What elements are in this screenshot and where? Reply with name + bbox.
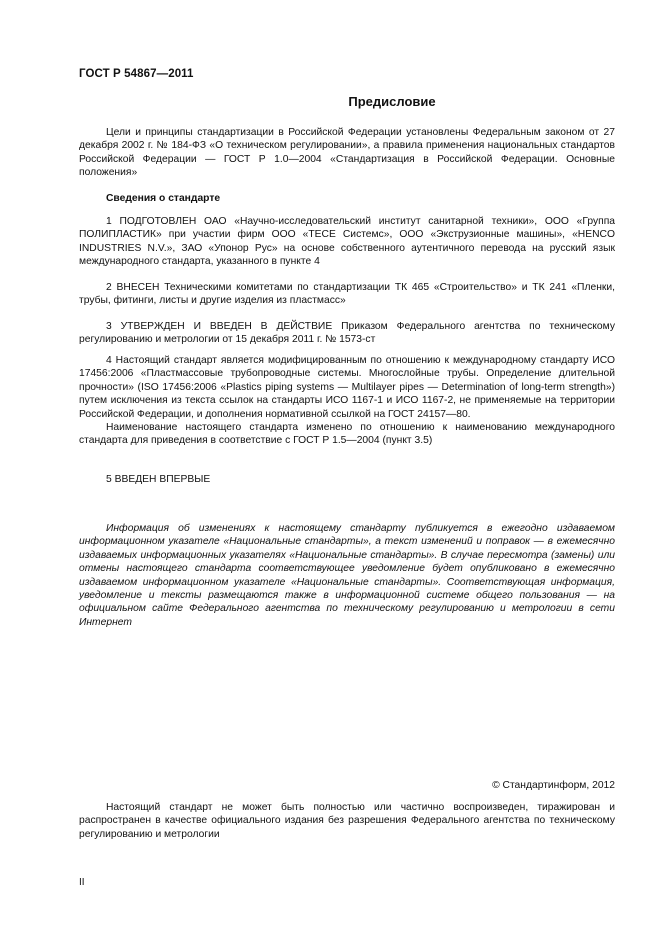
document-code-header: ГОСТ Р 54867—2011 — [79, 68, 194, 80]
intro-block — [79, 126, 615, 180]
copyright-block — [79, 779, 615, 792]
section-heading: Сведения о стандарте — [106, 193, 221, 204]
page-title: Предисловие — [348, 94, 436, 109]
intro-paragraph: Цели и принципы стандартизации в Российской Федерации установлены Федеральным законом от 27 декабря 2002 г. № 184-ФЗ «О техническом регулировании», а правила применения национальных стандартов Российской Федерации — ГОСТ Р 1.0—2004 «Стандартизация в Российской Федерации. Основные положения» — [79, 127, 615, 179]
item-5-block — [79, 473, 615, 486]
item-4-note: Наименование настоящего стандарта изменено по отношению к наименованию международного стандарта для приведения в соответствие с ГОСТ Р 1.5—2004 (пункт 3.5) — [79, 422, 615, 447]
page-number: II — [79, 877, 85, 888]
item-4-paragraph: 4 Настоящий стандарт является модифицированным по отношению к международному стандарту ИСО 17456:2006 «Пластмассовые трубопроводные системы. Многослойные трубы. Определение длительной прочности» (ISO 17456:2006 «Plastics piping systems — Multilayer pipes — Determination of long-term strength») путем исключения из текста ссылок на стандарты ИСО 1167-1 и ИСО 1167-2, не применяемые на территории Российской Федерации, и дополнения нормативной ссылкой на ГОСТ 24157—80. — [79, 355, 615, 420]
item-3-paragraph: 3 УТВЕРЖДЕН И ВВЕДЕН В ДЕЙСТВИЕ Приказом Федерального агентства по техническому регулированию и метрологии от 15 декабря 2011 г. № 1573-ст — [79, 321, 615, 346]
item-1-block — [79, 215, 615, 269]
item-1-paragraph: 1 ПОДГОТОВЛЕН ОАО «Научно-исследовательский институт санитарной техники», ООО «Группа ПОЛИПЛАСТИК» при участии фирм ООО «ТЕСЕ Системс», ООО «Экструзионные машины», «HENCO INDUSTRIES N.V.», ЗАО «Упонор Рус» на основе собственного аутентичного перевода на русский язык международного стандарта, указанного в пункте 4 — [79, 216, 615, 268]
copyright-text: © Стандартинформ, 2012 — [492, 780, 615, 791]
reproduction-notice-block — [79, 801, 615, 841]
item-3-block — [79, 320, 615, 347]
section-heading-block — [79, 192, 615, 205]
item-2-paragraph: 2 ВНЕСЕН Техническими комитетами по стандартизации ТК 465 «Строительство» и ТК 241 «Пленки, трубы, фитинги, листы и другие изделия из пластмасс» — [79, 282, 615, 307]
item-2-block — [79, 281, 615, 308]
reproduction-notice-paragraph: Настоящий стандарт не может быть полностью или частично воспроизведен, тиражирован и распространен в качестве официального издания без разрешения Федерального агентства по техническому регулированию и метрологии — [79, 802, 615, 840]
item-4-block — [79, 354, 615, 448]
info-notice-block — [79, 522, 615, 629]
item-5-paragraph: 5 ВВЕДЕН ВПЕРВЫЕ — [106, 474, 211, 485]
info-notice-paragraph: Информация об изменениях к настоящему стандарту публикуется в ежегодно издаваемом информационном указателе «Национальные стандарты», а текст изменений и поправок — в ежемесячно издаваемых информационных указателях «Национальные стандарты». В случае пересмотра (замены) или отмены настоящего стандарта соответствующее уведомление будет опубликовано в ежемесячно издаваемом информационном указателе «Национальные стандарты». Соответствующая информация, уведомление и тексты размещаются также в информационной системе общего пользования — на официальном сайте Федерального агентства по техническому регулированию и метрологии в сети Интернет — [79, 523, 615, 628]
